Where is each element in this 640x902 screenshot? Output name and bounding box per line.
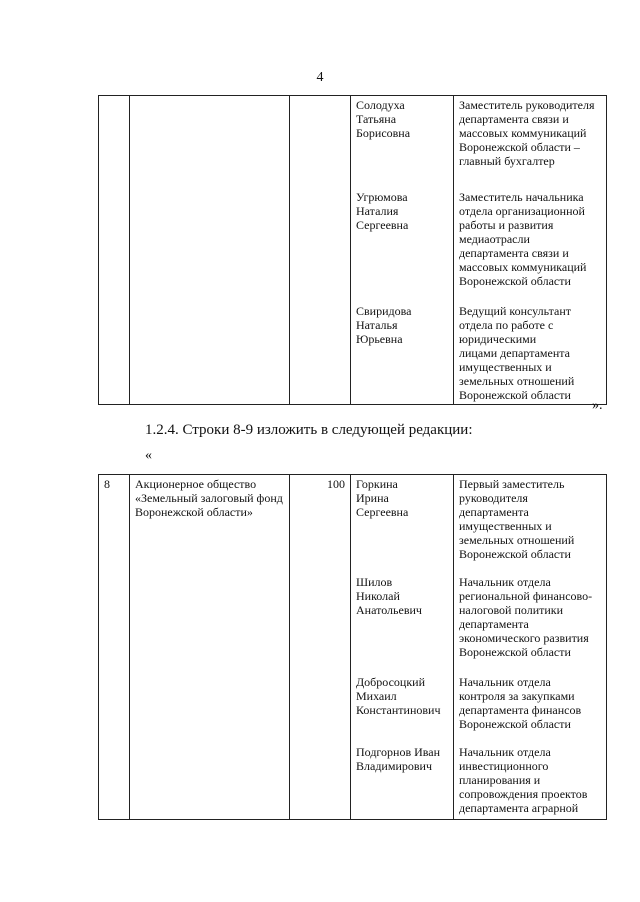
person-role: Начальник отдела региональной финансово- налоговой политики департамента экономического развития Воронежской области [459,575,593,659]
names-cell [351,96,454,405]
person-role: Заместитель руководителя департамента связи и массовых коммуникаций Воронежской области – главный бухгалтер [459,98,595,168]
person-role: Заместитель начальника отдела организационной работы и развития медиаотрасли департамента связи и массовых коммуникаций Воронежской области [459,190,587,288]
organization-name: Акционерное общество «Земельный залоговый фонд Воронежской области» [130,475,290,820]
person-role: Первый заместитель руководителя департамента имущественных и земельных отношений Воронежской области [459,477,575,561]
share-cell [290,96,351,405]
amended-table [98,474,607,820]
person-name: Подгорнов Иван Владимирович [356,745,441,773]
organization-cell [130,96,290,405]
share-value: 100 [290,475,351,820]
person-role: Ведущий консультант отдела по работе с юридическими лицами департамента имущественных и земельных отношений Воронежской области [459,304,575,402]
row-number: 8 [99,475,130,820]
table-row [99,475,607,820]
person-name: Горкина Ирина Сергеевна [356,477,409,519]
closing-quote: ». [592,398,603,413]
roles-cell [454,96,607,405]
person-name: Угрюмова Наталия Сергеевна [356,190,409,232]
page-number: 4 [316,70,324,85]
amendment-instruction: 1.2.4. Строки 8-9 изложить в следующей редакции: [145,422,473,438]
person-role: Начальник отдела инвестиционного планирования и сопровождения проектов департамента аграрной [459,745,588,815]
person-name: Добросоцкий Михаил Константинович [356,675,441,717]
number-cell [99,96,130,405]
table-row [99,96,607,405]
continuation-table [98,95,607,405]
roles-cell [454,475,607,820]
names-cell [351,475,454,820]
person-name: Солодуха Татьяна Борисовна [356,98,411,140]
opening-quote: « [145,448,152,463]
person-role: Начальник отдела контроля за закупками департамента финансов Воронежской области [459,675,582,731]
person-name: Шилов Николай Анатольевич [356,575,422,617]
person-name: Свиридова Наталья Юрьевна [356,304,412,346]
